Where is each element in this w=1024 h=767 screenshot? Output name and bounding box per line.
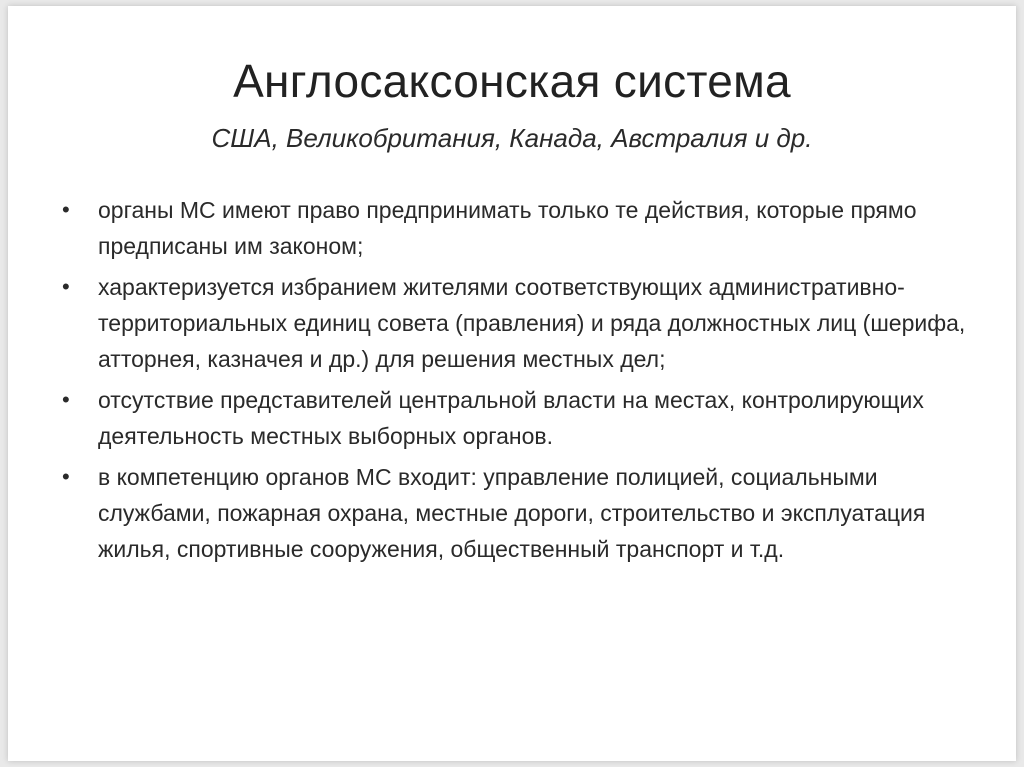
slide-title: Англосаксонская система xyxy=(233,55,791,107)
bullet-item xyxy=(60,269,980,377)
bullet-text: органы МС имеют право предпринимать только те действия, которые прямо предписаны им законом; xyxy=(98,197,917,259)
bullet-item xyxy=(60,382,980,454)
bullet-icon: • xyxy=(62,464,70,489)
bullet-item xyxy=(60,192,980,264)
bullet-text: характеризуется избранием жителями соответствующих административно-территориальных единиц совета (правления) и ряда должностных лиц (шерифа, атторнея, казначея и др.) для решения местных дел; xyxy=(98,274,966,372)
bullet-text: отсутствие представителей центральной власти на местах, контролирующих деятельность местных выборных органов. xyxy=(98,387,924,449)
bullet-icon: • xyxy=(62,197,70,222)
bullet-icon: • xyxy=(62,274,70,299)
bullet-icon: • xyxy=(62,387,70,412)
slide-subtitle: США, Великобритания, Канада, Австралия и др. xyxy=(211,123,813,153)
bullet-list xyxy=(60,192,980,572)
bullet-text: в компетенцию органов МС входит: управление полицией, социальными службами, пожарная охрана, местные дороги, строительство и эксплуатация жилья, спортивные сооружения, общественный транспорт и т.д. xyxy=(98,464,926,562)
bullet-item xyxy=(60,459,980,567)
slide xyxy=(8,6,1016,761)
